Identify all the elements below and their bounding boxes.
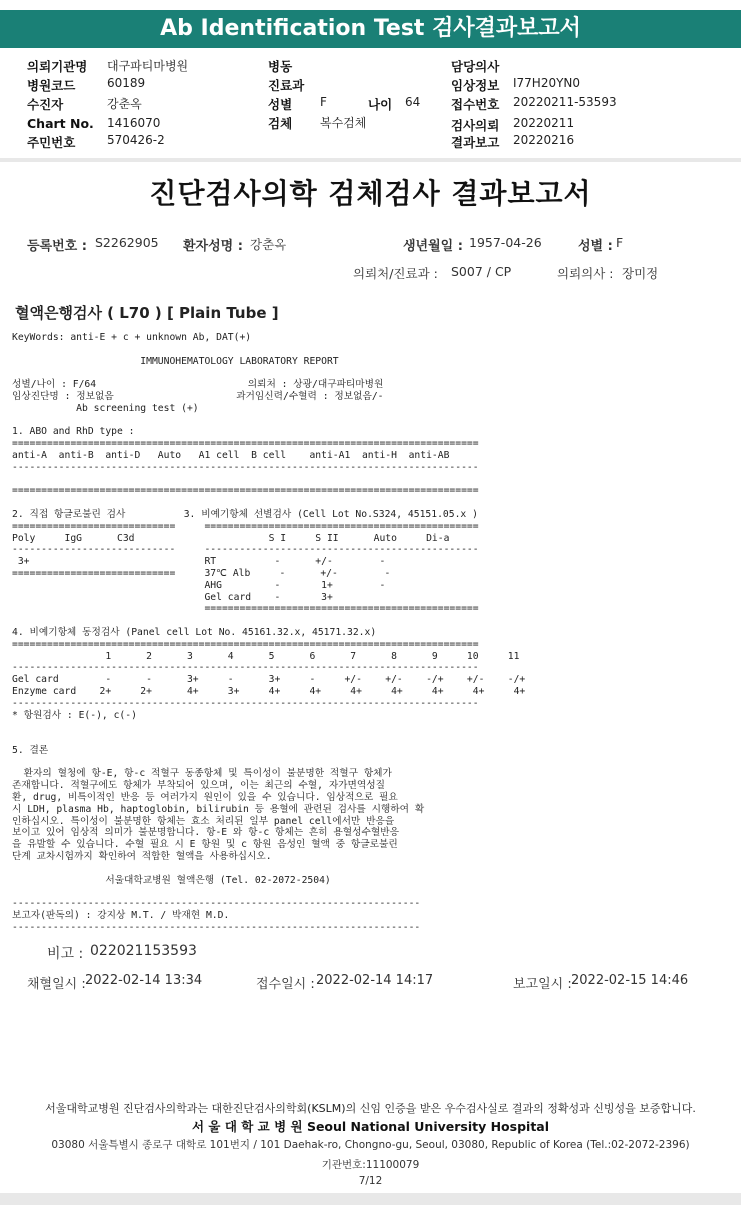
report-line: Gel card - - 3+ - 3+ - +/- +/- -/+ +/- -/+ xyxy=(12,674,526,686)
report-line: 단계 교차시험까지 확인하여 적합한 혈액을 사용하십시오. xyxy=(12,851,272,863)
receipt-datetime-label: 접수일시 : xyxy=(256,977,315,992)
report-line: IMMUNOHEMATOLOGY LABORATORY REPORT xyxy=(12,355,339,367)
field-value-age: 64 xyxy=(405,95,421,109)
report-line: 임상진단명 : 정보없음 과거임신력/수혈력 : 정보없음/- xyxy=(12,390,384,402)
field-label-request-date: 검사의뢰 xyxy=(451,118,500,133)
report-line: Enzyme card 2+ 2+ 4+ 3+ 4+ 4+ 4+ 4+ 4+ 4+ 4+ xyxy=(12,685,526,697)
report-line xyxy=(12,367,732,379)
field-label-patient: 수진자 xyxy=(27,97,64,112)
report-line: 5. 결론 xyxy=(12,744,49,756)
report-line: 2. 직접 항글로불린 검사 3. 비예기항체 선별검사 (Cell Lot No.S324, 45151.05.x ) xyxy=(12,508,478,520)
report-line: Ab screening test (+) xyxy=(12,402,199,414)
report-line: -------------------------------------------------------------------------------- xyxy=(12,662,479,674)
test-title: 혈액은행검사 ( L70 ) [ Plain Tube ] xyxy=(15,304,279,322)
report-line: ---------------------------- ----------------------------------------------- xyxy=(12,544,479,556)
hospital-name: 서 울 대 학 교 병 원 Seoul National University Hospital xyxy=(191,1119,550,1134)
report-line: 3+ RT - +/- - xyxy=(12,556,386,568)
header-title: Ab Identification Test 검사결과보고서 xyxy=(160,16,581,41)
patient-name-label: 환자성명 : xyxy=(183,239,243,254)
report-line: AHG - 1+ - xyxy=(12,579,386,591)
report-line: 을 유발할 수 있습니다. 수혈 필요 시 E 항원 및 c 항원 음성인 혈액 중 항글로불린 xyxy=(12,839,398,851)
report-line xyxy=(12,886,732,898)
report-line: -------------------------------------------------------------------------------- xyxy=(12,461,479,473)
field-value-patient: 강춘옥 xyxy=(107,97,142,111)
receipt-datetime-value: 2022-02-14 14:17 xyxy=(316,973,434,988)
page-number: 7/12 xyxy=(358,1175,383,1187)
report-line: anti-A anti-B anti-D Auto A1 cell B cell anti-A1 anti-H anti-AB xyxy=(12,449,450,461)
report-line: ---------------------------------------------------------------------- xyxy=(12,921,421,933)
field-value-clinical-info: I77H20YN0 xyxy=(513,76,581,90)
field-label-resident-no: 주민번호 xyxy=(27,135,76,150)
report-line: 환, drug, 비특이적인 반응 등 여러가지 원인이 있을 수 있습니다. 임상적으로 필요 xyxy=(12,792,398,804)
collection-datetime-value: 2022-02-14 13:34 xyxy=(85,973,203,988)
report-line: 보고자(판독의) : 강지상 M.T. / 박재현 M.D. xyxy=(12,910,230,922)
field-value-receipt-no: 20220211-53593 xyxy=(513,95,617,109)
certification-statement: 서울대학교병원 진단검사의학과는 대한진단검사의학회(KSLM)의 신임 인증을 받은 우수검사실로 결과의 정확성과 신빙성을 보증합니다. xyxy=(45,1102,696,1115)
note-label: 비고 : xyxy=(47,946,84,962)
report-line: 서울대학교병원 혈액은행 (Tel. 02-2072-2504) xyxy=(12,874,331,886)
field-value-institution: 대구파티마병원 xyxy=(107,59,189,73)
patient-sex-label: 성별 : xyxy=(578,239,613,254)
report-line: 보이고 있어 임상적 의미가 불분명합니다. 항-E 와 항-c 항체는 흔히 용혈성수혈반응 xyxy=(12,827,399,839)
report-line: 인하십시오. 특이성이 불분명한 항체는 효소 처리된 일부 panel cell에서만 반응을 xyxy=(12,815,395,827)
field-label-specimen: 검체 xyxy=(268,116,293,131)
report-line xyxy=(12,344,732,356)
field-label-clinical-info: 임상정보 xyxy=(451,78,500,93)
field-value-hospital-code: 60189 xyxy=(107,76,146,90)
report-line: 환자의 혈청에 항-E, 항-c 적혈구 동종항체 및 특이성이 불분명한 적혈구 항체가 xyxy=(12,768,392,780)
report-line xyxy=(12,733,732,745)
field-label-physician: 담당의사 xyxy=(451,59,500,74)
report-line: 1 2 3 4 5 6 7 8 9 10 11 xyxy=(12,650,520,662)
report-line: 1. ABO and RhD type : xyxy=(12,426,135,438)
report-line: Gel card - 3+ xyxy=(12,591,333,603)
requesting-doctor-value: 장미정 xyxy=(622,266,659,281)
field-label-age: 나이 xyxy=(368,97,393,112)
report-line: ---------------------------------------------------------------------- xyxy=(12,898,421,910)
report-line: 4. 비예기항체 동정검사 (Panel cell Lot No. 45161.32.x, 45171.32.x) xyxy=(12,626,377,638)
field-label-report-date: 결과보고 xyxy=(451,135,500,150)
immunohematology-report xyxy=(12,332,732,934)
report-line: 성별/나이 : F/64 의뢰처 : 상광/대구파티마병원 xyxy=(12,379,384,391)
report-line xyxy=(12,863,732,875)
registration-label: 등록번호 : xyxy=(27,239,87,254)
report-line: * 항원검사 : E(-), c(-) xyxy=(12,709,137,721)
field-value-report-date: 20220216 xyxy=(513,133,575,147)
dept-value: S007 / CP xyxy=(451,264,512,279)
patient-sex-value: F xyxy=(616,235,624,250)
report-line: ============================ 37℃ Alb - +/- - xyxy=(12,567,391,579)
field-label-ward: 병동 xyxy=(268,59,293,74)
report-line xyxy=(12,497,732,509)
report-title: 진단검사의학 검체검사 결과보고서 xyxy=(149,177,592,210)
note-value: 022021153593 xyxy=(90,943,197,959)
report-line xyxy=(12,757,732,769)
hospital-address: 03080 서울특별시 종로구 대학로 101번지 / 101 Daehak-ro, Chongno-gu, Seoul, 03080, Republic of Korea (Tel.:02-2072-2396) xyxy=(51,1139,690,1151)
report-line: ================================================================================ xyxy=(12,485,479,497)
field-label-sex: 성별 xyxy=(268,97,293,112)
field-value-chart-no: 1416070 xyxy=(107,116,161,130)
report-line: ============================ =============================================== xyxy=(12,520,479,532)
field-label-receipt-no: 접수번호 xyxy=(451,97,500,112)
report-line xyxy=(12,474,732,486)
report-line: =============================================== xyxy=(12,603,479,615)
report-line xyxy=(12,615,732,627)
report-line: ================================================================================ xyxy=(12,438,479,450)
field-label-chart-no: Chart No. xyxy=(27,116,94,131)
bottom-band xyxy=(0,1193,741,1205)
patient-name-value: 강춘옥 xyxy=(250,237,287,252)
report-datetime-label: 보고일시 : xyxy=(513,977,572,992)
report-line xyxy=(12,721,732,733)
field-value-request-date: 20220211 xyxy=(513,116,575,130)
report-line: 시 LDH, plasma Hb, haptoglobin, bilirubin 등 용혈에 관련된 검사를 시행하여 확 xyxy=(12,803,425,815)
report-line: KeyWords: anti-E + c + unknown Ab, DAT(+) xyxy=(12,332,252,343)
requesting-doctor-label: 의뢰의사 : xyxy=(557,266,614,281)
dob-label: 생년월일 : xyxy=(403,239,463,254)
field-value-specimen: 복수검체 xyxy=(320,116,367,130)
collection-datetime-label: 채혈일시 : xyxy=(27,977,86,992)
report-line xyxy=(12,415,732,427)
field-label-institution: 의뢰기관명 xyxy=(27,59,88,74)
dept-label: 의뢰처/진료과 : xyxy=(353,266,438,281)
report-datetime-value: 2022-02-15 14:46 xyxy=(571,973,689,988)
field-value-sex: F xyxy=(320,95,327,109)
report-line: Poly IgG C3d S I S II Auto Di-a xyxy=(12,532,450,544)
field-value-resident-no: 570426-2 xyxy=(107,133,165,147)
dob-value: 1957-04-26 xyxy=(469,235,542,250)
section-divider xyxy=(0,158,741,162)
report-line: -------------------------------------------------------------------------------- xyxy=(12,697,479,709)
report-line: ================================================================================ xyxy=(12,638,479,650)
organization-code: 기관번호:11100079 xyxy=(321,1159,420,1171)
report-line: 존재합니다. 적혈구에도 항체가 부착되어 있으며, 이는 최근의 수혈, 자가면역성질 xyxy=(12,780,385,792)
field-label-hospital-code: 병원코드 xyxy=(27,78,76,93)
registration-value: S2262905 xyxy=(95,235,159,250)
field-label-department: 진료과 xyxy=(268,78,305,93)
